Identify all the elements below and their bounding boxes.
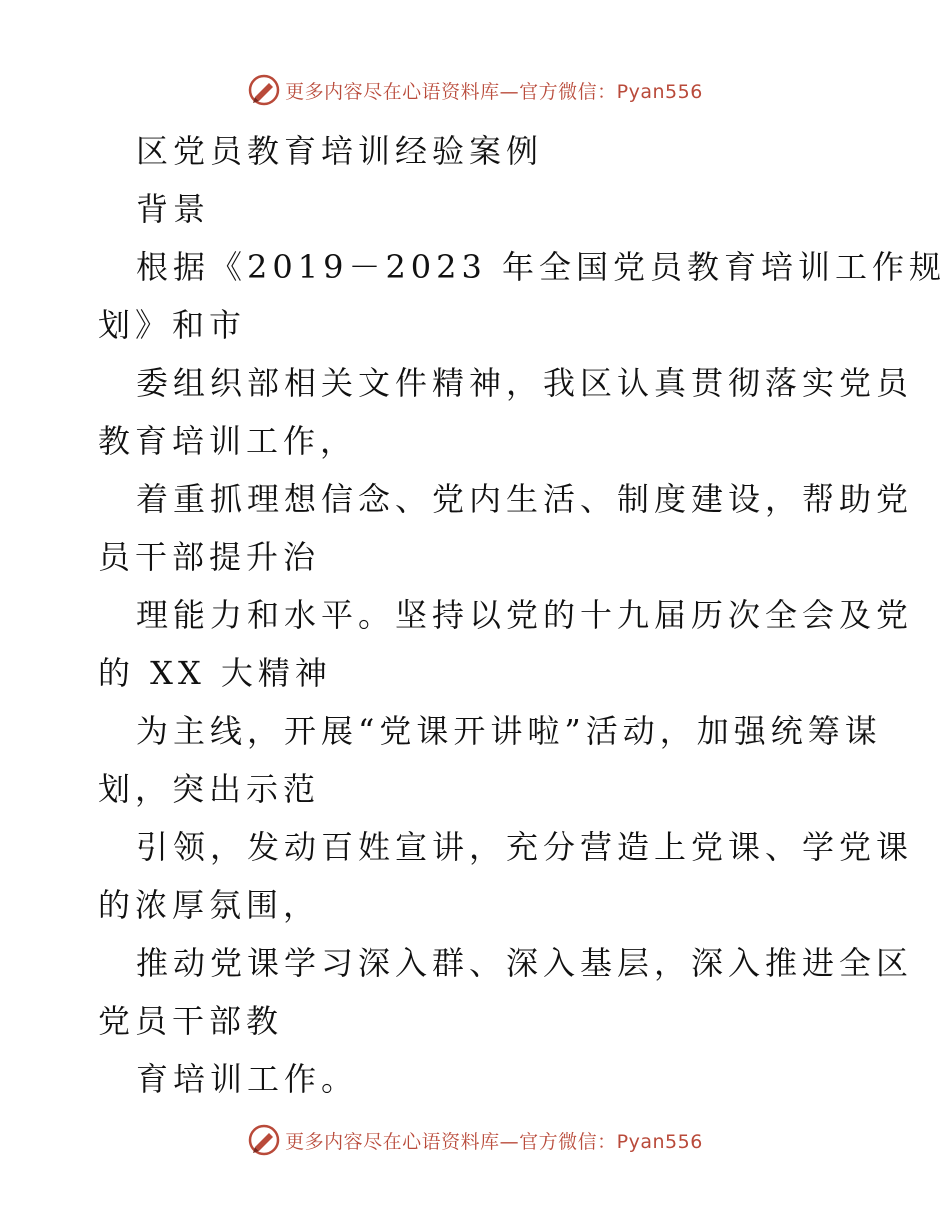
text-line: 党员干部教 xyxy=(98,1002,284,1040)
text-line: 区党员教育培训经验案例 xyxy=(136,132,544,170)
text-line: 育培训工作。 xyxy=(136,1060,359,1098)
text-line: 的 XX 大精神 xyxy=(98,654,332,692)
text-line: 推动党课学习深入群、深入基层，深入推进全区 xyxy=(136,944,914,982)
text-line: 委组织部相关文件精神，我区认真贯彻落实党员 xyxy=(136,364,914,402)
text-line: 根据《2019－2023 年全国党员教育培训工作规 xyxy=(136,248,947,286)
watermark-text: 更多内容尽在心语资料库—官方微信：Pyan556 xyxy=(285,80,703,103)
pen-logo-icon xyxy=(247,73,281,107)
pen-logo-icon xyxy=(247,1123,281,1157)
watermark-footer xyxy=(0,1120,950,1160)
text-line: 背景 xyxy=(136,190,211,228)
text-line: 员干部提升治 xyxy=(98,538,321,576)
text-line: 理能力和水平。坚持以党的十九届历次全会及党 xyxy=(136,596,914,634)
text-line: 为主线，开展“党课开讲啦”活动，加强统筹谋 xyxy=(136,712,882,750)
watermark-text: 更多内容尽在心语资料库—官方微信：Pyan556 xyxy=(285,1130,703,1153)
document-body xyxy=(98,122,947,1108)
text-line: 划，突出示范 xyxy=(98,770,321,808)
text-line: 的浓厚氛围， xyxy=(98,886,321,924)
text-line: 着重抓理想信念、党内生活、制度建设，帮助党 xyxy=(136,480,914,518)
watermark-header xyxy=(0,70,950,110)
text-line: 引领，发动百姓宣讲，充分营造上党课、学党课 xyxy=(136,828,914,866)
text-line: 教育培训工作， xyxy=(98,422,358,460)
text-line: 划》和市 xyxy=(98,306,247,344)
